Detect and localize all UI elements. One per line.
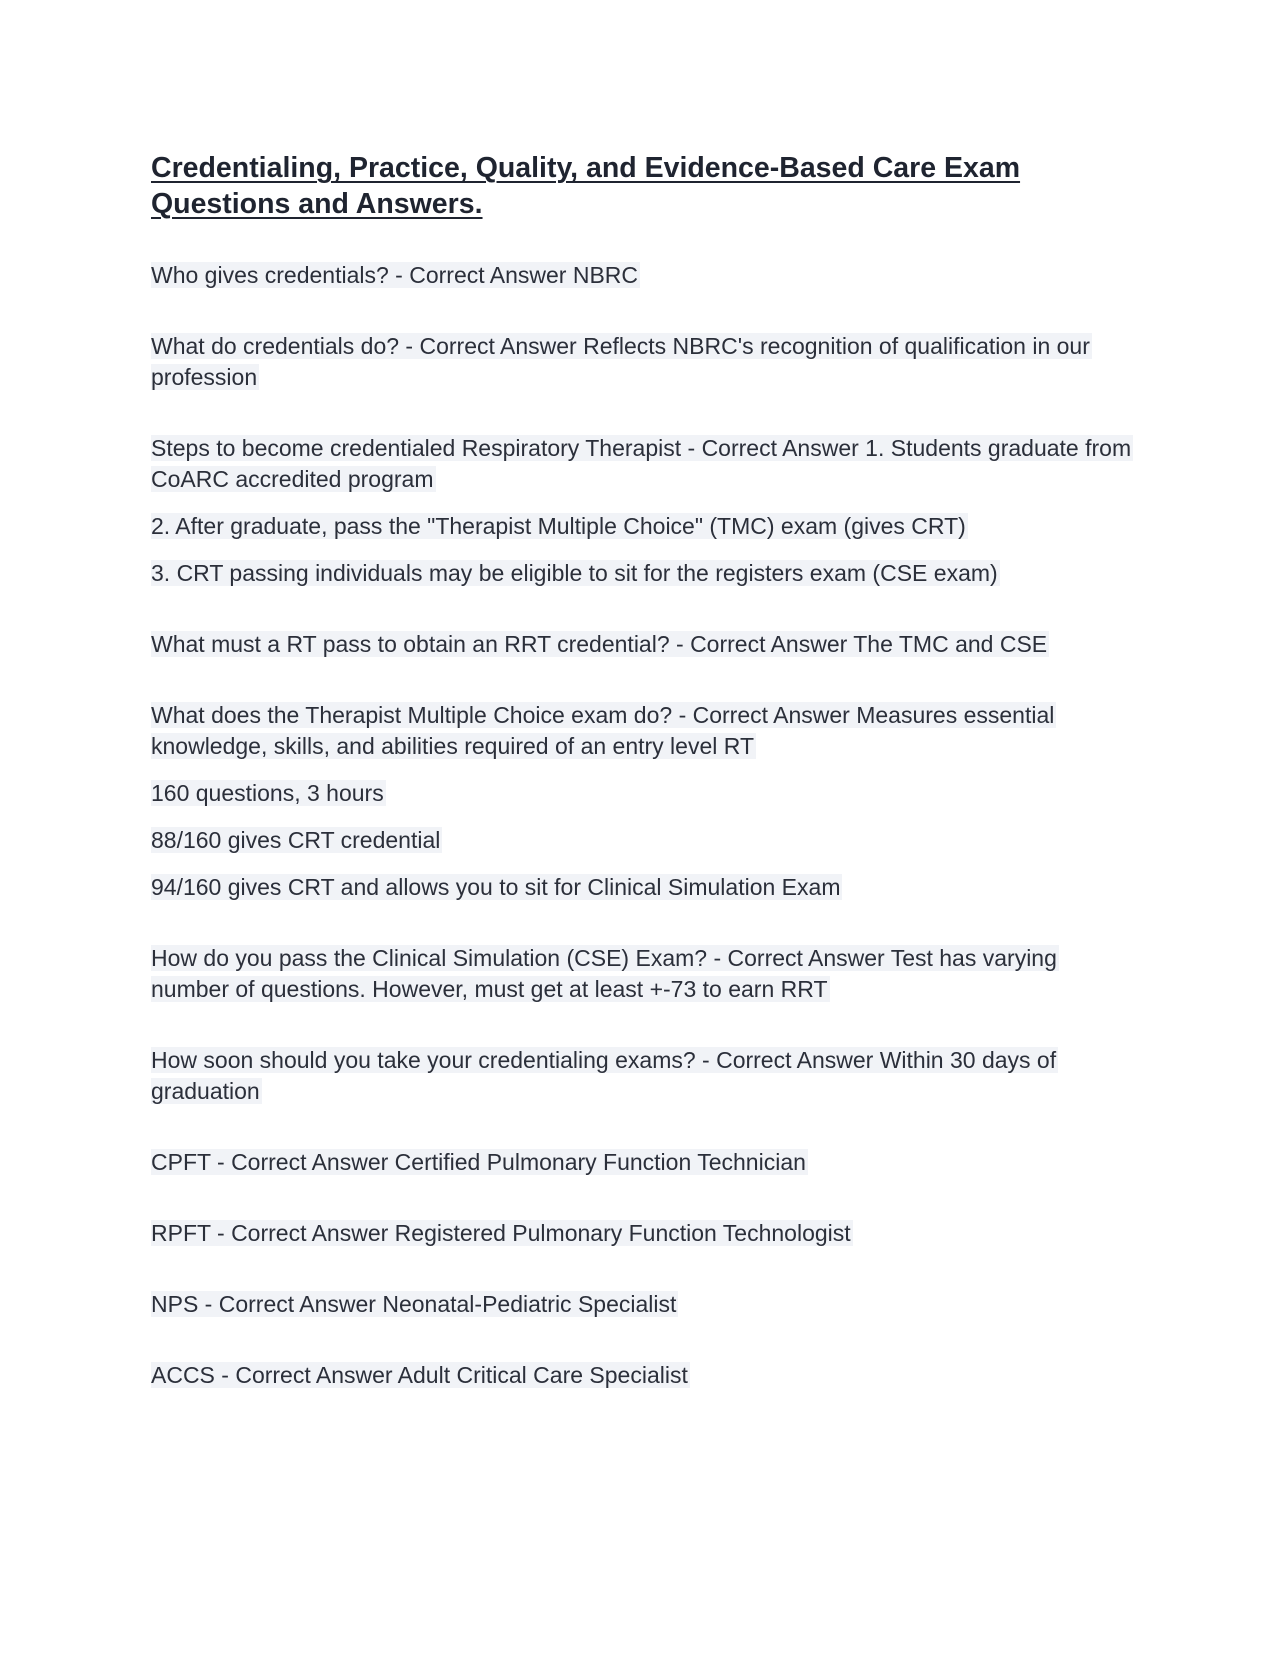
qa-line: [151, 700, 1141, 762]
qa-line: [151, 1289, 1141, 1320]
qa-text: 94/160 gives CRT and allows you to sit for Clinical Simulation Exam: [151, 874, 841, 900]
qa-line: [151, 1147, 1141, 1178]
qa-entry: [151, 1147, 1141, 1178]
qa-entry: [151, 260, 1141, 291]
qa-line: [151, 511, 1141, 542]
qa-text: 160 questions, 3 hours: [151, 780, 384, 806]
qa-text: How soon should you take your credentialing exams? - Correct Answer Within 30 days of graduation: [151, 1047, 1057, 1104]
qa-text: Who gives credentials? - Correct Answer NBRC: [151, 262, 638, 288]
qa-line: [151, 825, 1141, 856]
document-page: [151, 150, 1141, 1391]
qa-line: [151, 558, 1141, 589]
qa-text: How do you pass the Clinical Simulation (CSE) Exam? - Correct Answer Test has varying number of questions. However, must get at least +-73 to earn RRT: [151, 945, 1057, 1002]
qa-text: NPS - Correct Answer Neonatal-Pediatric Specialist: [151, 1291, 677, 1317]
qa-entry: [151, 1289, 1141, 1320]
qa-entry: [151, 331, 1141, 393]
qa-text: ACCS - Correct Answer Adult Critical Care Specialist: [151, 1362, 688, 1388]
qa-text: What do credentials do? - Correct Answer Reflects NBRC's recognition of qualification in our profession: [151, 333, 1090, 390]
document-title: Credentialing, Practice, Quality, and Evidence-Based Care Exam Questions and Answers.: [151, 152, 1021, 220]
qa-line: [151, 260, 1141, 291]
qa-entry: [151, 433, 1141, 589]
qa-text: CPFT - Correct Answer Certified Pulmonary Function Technician: [151, 1149, 806, 1175]
qa-entry: [151, 1360, 1141, 1391]
qa-list: [151, 260, 1141, 1391]
qa-text: Steps to become credentialed Respiratory Therapist - Correct Answer 1. Students graduate from CoARC accredited program: [151, 435, 1132, 492]
qa-text: 88/160 gives CRT credential: [151, 827, 441, 853]
qa-entry: [151, 943, 1141, 1005]
qa-line: [151, 778, 1141, 809]
qa-line: [151, 1045, 1141, 1107]
qa-entry: [151, 1218, 1141, 1249]
qa-entry: [151, 629, 1141, 660]
qa-text: What must a RT pass to obtain an RRT credential? - Correct Answer The TMC and CSE: [151, 631, 1048, 657]
qa-line: [151, 872, 1141, 903]
qa-entry: [151, 700, 1141, 903]
qa-line: [151, 1360, 1141, 1391]
qa-text: 2. After graduate, pass the "Therapist Multiple Choice" (TMC) exam (gives CRT): [151, 513, 966, 539]
qa-line: [151, 433, 1141, 495]
qa-text: RPFT - Correct Answer Registered Pulmonary Function Technologist: [151, 1220, 851, 1246]
qa-entry: [151, 1045, 1141, 1107]
qa-line: [151, 331, 1141, 393]
qa-text: 3. CRT passing individuals may be eligible to sit for the registers exam (CSE exam): [151, 560, 998, 586]
qa-line: [151, 943, 1141, 1005]
qa-text: What does the Therapist Multiple Choice exam do? - Correct Answer Measures essential knowledge, skills, and abilities required of an entry level RT: [151, 702, 1055, 759]
qa-line: [151, 1218, 1141, 1249]
qa-line: [151, 629, 1141, 660]
